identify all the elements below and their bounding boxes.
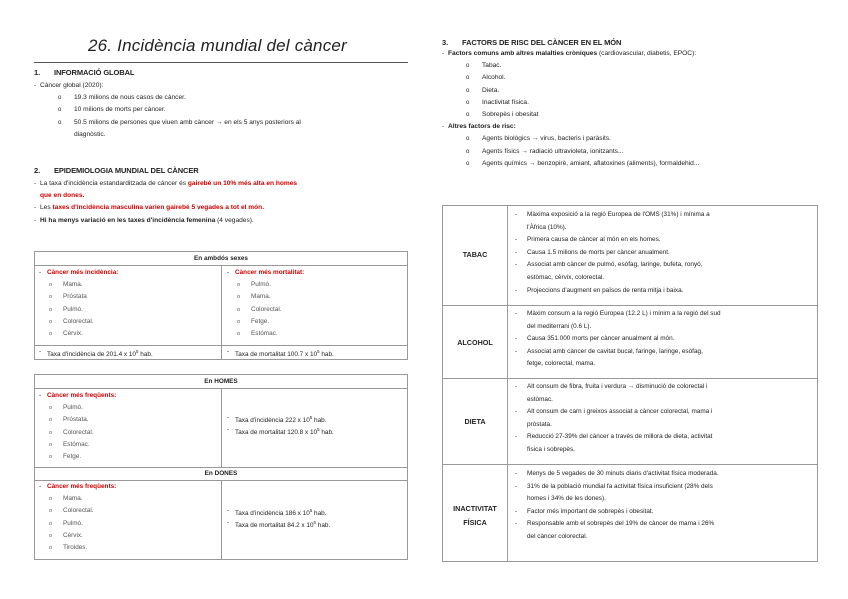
list-item: o Agents químics → benzopirè, amiant, aflatoxines (aliments), formaldehid... bbox=[466, 159, 700, 167]
men-cancers-cell: - Càncer més freqüents: o Pulmó. o Próstata. o Colorectal. o Estómac. o Fetge. bbox=[39, 392, 117, 460]
list-item: - La taxa d'incidència estandarditzada de càncer és gairebé un 10% més alta en homes bbox=[34, 180, 298, 187]
list-item: - Altres factors de risc: bbox=[442, 123, 516, 131]
list-item: o Alcohol. bbox=[466, 74, 506, 82]
list-item: - Hi ha menys variació en les taxes d'incidència femenina (4 vegades). bbox=[34, 216, 254, 224]
row-label-tobacco: TABAC bbox=[462, 250, 488, 259]
incidence-rate: - Taxa d'incidència de 201.4 x $10^5$ hab. bbox=[39, 348, 153, 359]
row-body-physical-inactivity: - Menys de 5 vegades de 30 minuts diaris d'activitat física moderada. - 31% de la població mundial fa activitat física insuficient (28% dels homes i 34% de les dones). - Factor més important de sobrepès i obesitat. - Responsable amb el sobrepès del 19% de càncer de mama i 26% del càncer colorectal. bbox=[515, 470, 719, 540]
section-heading: 2. EPIDEMIOLOGIA MUNDIAL DEL CÀNCER bbox=[34, 166, 199, 175]
section-heading: 1. INFORMACIÓ GLOBAL bbox=[34, 68, 135, 77]
list-item: - Les taxes d'incidència masculina varien gairebé 5 vegades a tot el món. bbox=[34, 204, 265, 212]
row-label-alcohol: ALCOHOL bbox=[457, 338, 493, 347]
table-by-sex bbox=[34, 374, 408, 560]
list-item: - Factors comuns amb altres malalties cròniques (cardiovascular, diabetis, EPOC): bbox=[442, 50, 697, 57]
list-item: o Inactivitat física. bbox=[466, 98, 529, 106]
list-item: o Sobrepès i obesitat bbox=[466, 111, 539, 119]
row-label-physical-inactivity: INACTIVITAT FÍSICA bbox=[453, 504, 497, 527]
list-item-continued: que en dones. bbox=[40, 192, 85, 200]
list-item: o 50.5 milions de persones que viuen amb càncer → en els 5 anys posteriors al bbox=[58, 118, 301, 126]
mortality-rate: - Taxa de mortalitat 100.7 x $10^5$ hab. bbox=[227, 348, 334, 359]
right-column bbox=[442, 0, 816, 200]
page-title: 26. Incidència mundial del càncer bbox=[88, 36, 347, 55]
table-header-men: En HOMES bbox=[35, 375, 407, 389]
list-item: o Agents físics → radiació ultravioleta, ionitzants... bbox=[466, 147, 624, 155]
table-header: En ambdós sexes bbox=[35, 252, 407, 266]
section-epidemiology bbox=[34, 166, 408, 227]
women-cancers-cell: - Càncer més freqüents: o Mama. o Colorectal. o Pulmó. o Cèrvix. o Tiroides. bbox=[39, 483, 117, 551]
section-risk-factors bbox=[442, 38, 816, 170]
men-rates-cell: - Taxa d'incidència 222 x $10^5$ hab. - Taxa de mortalitat 120.8 x $10^5$ hab. bbox=[227, 414, 334, 437]
list-item: o Agents biològics → virus, bacteris i paràsits. bbox=[466, 135, 611, 143]
row-body-tobacco: - Màxima exposició a la regió Europea de l'OMS (31%) i mínima a l'Àfrica (10%). - Primera causa de càncer al món en els homes. - Causa 1.5 milions de morts per càncer anualment. - Associat amb càncer de pulmó, esòfag, laringe, bufeta, ronyó, estòmac, cèrvix, colorectal. - Projeccions d'augment en països de renta mitja i baixa. bbox=[515, 211, 710, 294]
women-rates-cell: - Taxa d'incidència 186 x $10^5$ hab. - Taxa de mortalitat 84.2 x $10^5$ hab. bbox=[227, 507, 331, 530]
risk-factors-table bbox=[442, 205, 818, 562]
table-both-sexes bbox=[34, 251, 408, 360]
list-item-continued: diagnòstic. bbox=[74, 130, 106, 138]
table-header-women: En DONES bbox=[204, 470, 238, 477]
list-item: o 19.3 milions de nous casos de càncer. bbox=[58, 94, 186, 102]
list-item: o Tabac. bbox=[466, 62, 502, 70]
section-global-info bbox=[34, 68, 408, 141]
row-label-diet: DIETA bbox=[464, 417, 486, 426]
mortality-cell: - Càncer més mortalitat: o Pulmó. o Mama. o Colorectal. o Fetge. o Estómac. bbox=[227, 269, 305, 337]
left-column bbox=[34, 0, 408, 599]
title-divider bbox=[34, 62, 408, 63]
section-heading: 3. FACTORS DE RISC DEL CÀNCER EN EL MÓN bbox=[442, 38, 622, 47]
row-body-alcohol: - Màxim consum a la regió Europea (12.2 L) i mínim a la regió del sud del mediterrani (0.6 L). - Causa 351.000 morts per càncer anualment al món. - Associat amb càncer de cavitat bucal, faringe, laringe, esòfag, fetge, colorectal, mama. bbox=[515, 310, 721, 368]
list-item: - Càncer global (2020): bbox=[34, 82, 104, 89]
list-item: o 10 milions de morts per càncer. bbox=[58, 106, 166, 114]
list-item: o Dieta. bbox=[466, 86, 500, 94]
row-body-diet: - Alt consum de fibra, fruita i verdura → disminució de colorectal i estòmac. - Alt consum de carn i greixos associat a càncer colorectal, mama i pròstata. - Reducció 27-39% del càncer a través de millora de dieta, activitat física i sobrepès. bbox=[515, 383, 713, 453]
incidence-cell: - Càncer més incidència: o Mama. o Próstata o Pulmó. o Colorectal. o Cèrvix. bbox=[39, 269, 119, 337]
